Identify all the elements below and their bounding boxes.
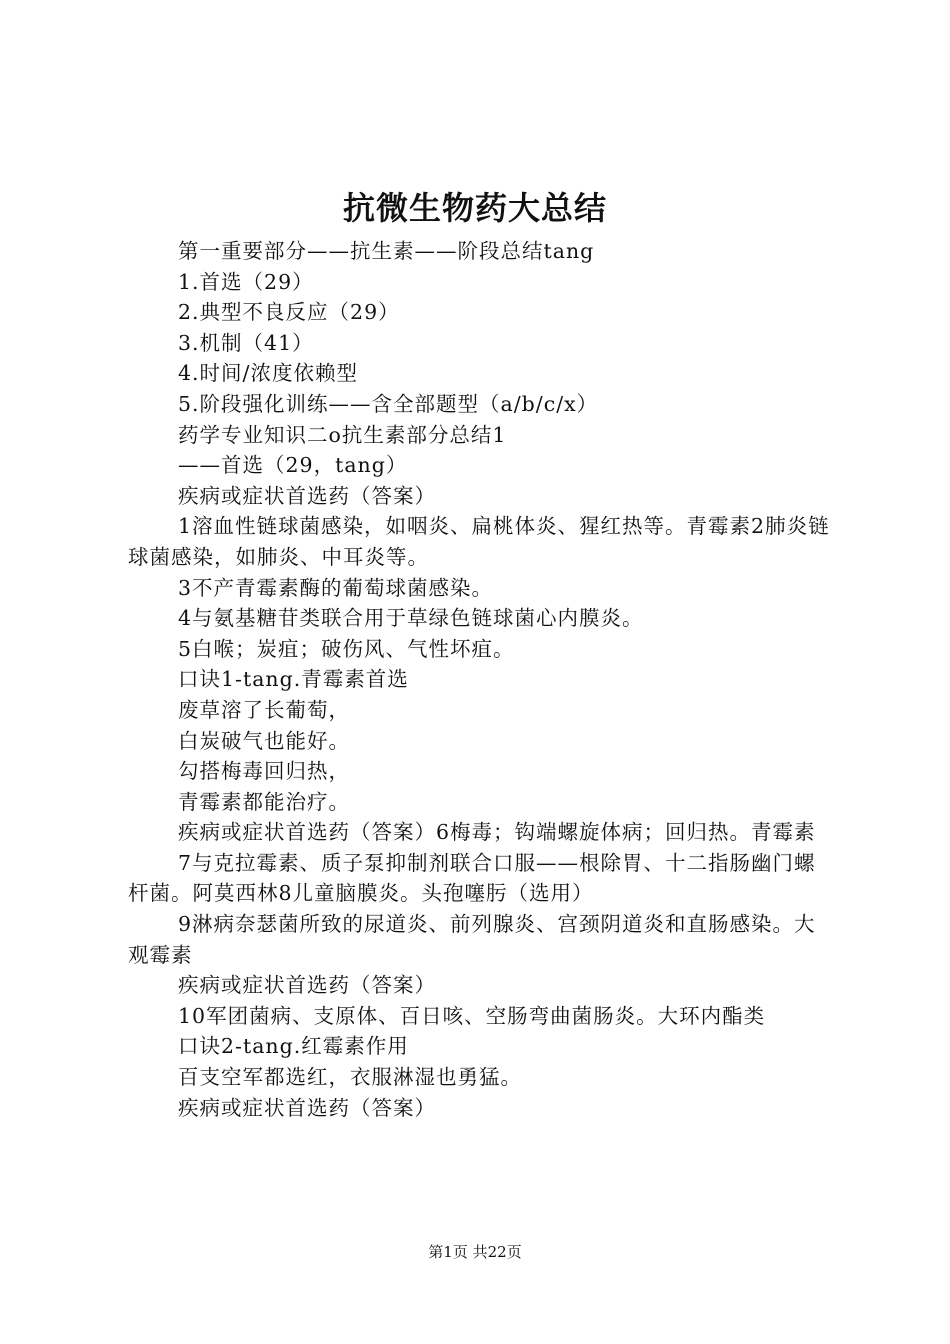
paragraph: 7与克拉霉素、质子泵抑制剂联合口服——根除胃、十二指肠幽门螺杆菌。阿莫西林8儿童脑膜炎。头孢噻肟（选用）	[128, 850, 816, 906]
paragraph: 5.阶段强化训练——含全部题型（a/b/c/x）	[178, 391, 599, 416]
paragraph: ——首选（29，tang）	[178, 453, 408, 478]
paragraph: 3.机制（41）	[178, 330, 314, 355]
page-title: 抗微生物药大总结	[342, 189, 607, 227]
paragraph: 青霉素都能治疗。	[178, 789, 350, 814]
paragraph: 疾病或症状首选药（答案）6梅毒；钩端螺旋体病；回归热。青霉素	[178, 820, 816, 845]
paragraph: 勾搭梅毒回归热，	[178, 759, 350, 784]
paragraph: 口诀1-tang.青霉素首选	[178, 667, 409, 692]
paragraph: 9淋病奈瑟菌所致的尿道炎、前列腺炎、宫颈阴道炎和直肠感染。大观霉素	[128, 912, 816, 967]
paragraph: 5白喉；炭疽；破伤风、气性坏疽。	[178, 636, 515, 661]
page-footer: 第1页 共22页	[428, 1243, 522, 1261]
paragraph: 废草溶了长葡萄，	[178, 697, 350, 722]
paragraph: 10军团菌病、支原体、百日咳、空肠弯曲菌肠炎。大环内酯类	[178, 1003, 766, 1028]
paragraph: 疾病或症状首选药（答案）	[178, 483, 436, 508]
paragraph: 2.典型不良反应（29）	[178, 300, 400, 325]
paragraph: 药学专业知识二o抗生素部分总结1	[178, 422, 507, 447]
paragraph: 4与氨基糖苷类联合用于草绿色链球菌心内膜炎。	[178, 606, 644, 631]
paragraph: 口诀2-tang.红霉素作用	[178, 1034, 409, 1059]
paragraph: 4.时间/浓度依赖型	[178, 361, 358, 386]
paragraph: 1.首选（29）	[178, 269, 314, 294]
document-body	[128, 236, 832, 1123]
paragraph: 百支空军都选红，衣服淋湿也勇猛。	[178, 1065, 522, 1090]
paragraph: 疾病或症状首选药（答案）	[178, 1095, 436, 1120]
paragraph: 疾病或症状首选药（答案）	[178, 973, 436, 998]
paragraph: 第一重要部分——抗生素——阶段总结tang	[178, 239, 595, 263]
paragraph: 3不产青霉素酶的葡萄球菌感染。	[178, 575, 494, 600]
paragraph: 1溶血性链球菌感染，如咽炎、扁桃体炎、猩红热等。青霉素2肺炎链球菌感染，如肺炎、中耳炎等。	[128, 514, 830, 569]
paragraph: 白炭破气也能好。	[178, 728, 350, 753]
